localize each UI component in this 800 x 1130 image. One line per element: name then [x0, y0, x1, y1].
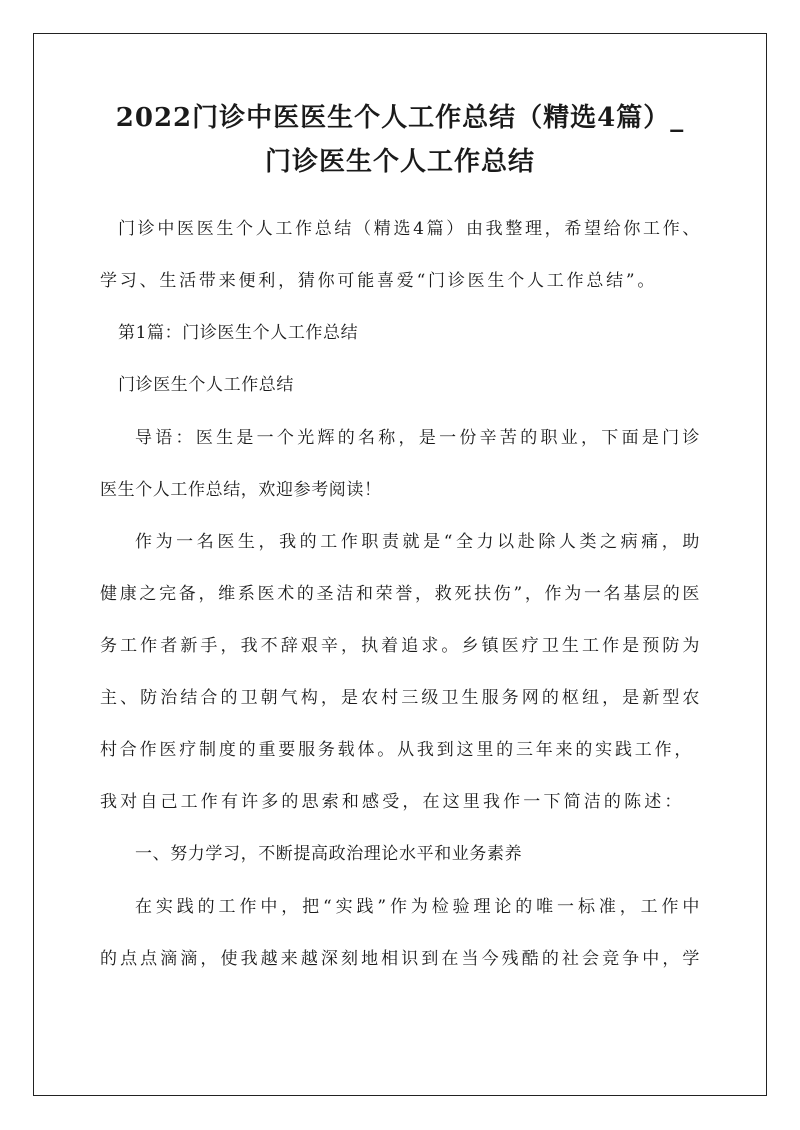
page-border	[33, 33, 767, 1096]
body-line: 作为一名医生，我的工作职责就是“全力以赴除人类之病痛，助	[135, 532, 700, 552]
section-heading: 第1篇：门诊医生个人工作总结	[118, 323, 359, 343]
document-title-line-2: 门诊医生个人工作总结	[264, 147, 535, 177]
body-line: 的点点滴滴，使我越来越深刻地相识到在当今残酷的社会竞争中，学	[100, 949, 700, 969]
body-line: 门诊中医医生个人工作总结（精选4篇）由我整理，希望给你工作、	[118, 219, 700, 239]
body-line: 主、防治结合的卫朝气构，是农村三级卫生服务网的枢纽，是新型农	[100, 688, 700, 708]
numbered-heading: 一、努力学习，不断提高政治理论水平和业务素养	[135, 844, 523, 864]
body-line: 健康之完备，维系医术的圣洁和荣誉，救死扶伤”，作为一名基层的医	[100, 584, 700, 604]
document-title-line-1: 2022门诊中医医生个人工作总结（精选4篇）_	[115, 103, 685, 133]
body-line: 在实践的工作中，把“实践”作为检验理论的唯一标准，工作中	[135, 897, 700, 917]
body-line: 务工作者新手，我不辞艰辛，执着追求。乡镇医疗卫生工作是预防为	[100, 636, 700, 656]
body-line: 学习、生活带来便利，猜你可能喜爱“门诊医生个人工作总结”。	[100, 271, 655, 291]
body-line: 导语：医生是一个光辉的名称，是一份辛苦的职业，下面是门诊	[135, 428, 700, 448]
body-line: 我对自己工作有许多的思索和感受，在这里我作一下简洁的陈述：	[100, 792, 682, 812]
body-line: 村合作医疗制度的重要服务载体。从我到这里的三年来的实践工作，	[100, 740, 692, 760]
subsection-title: 门诊医生个人工作总结	[118, 375, 294, 395]
body-line: 医生个人工作总结，欢迎参考阅读！	[100, 480, 382, 500]
